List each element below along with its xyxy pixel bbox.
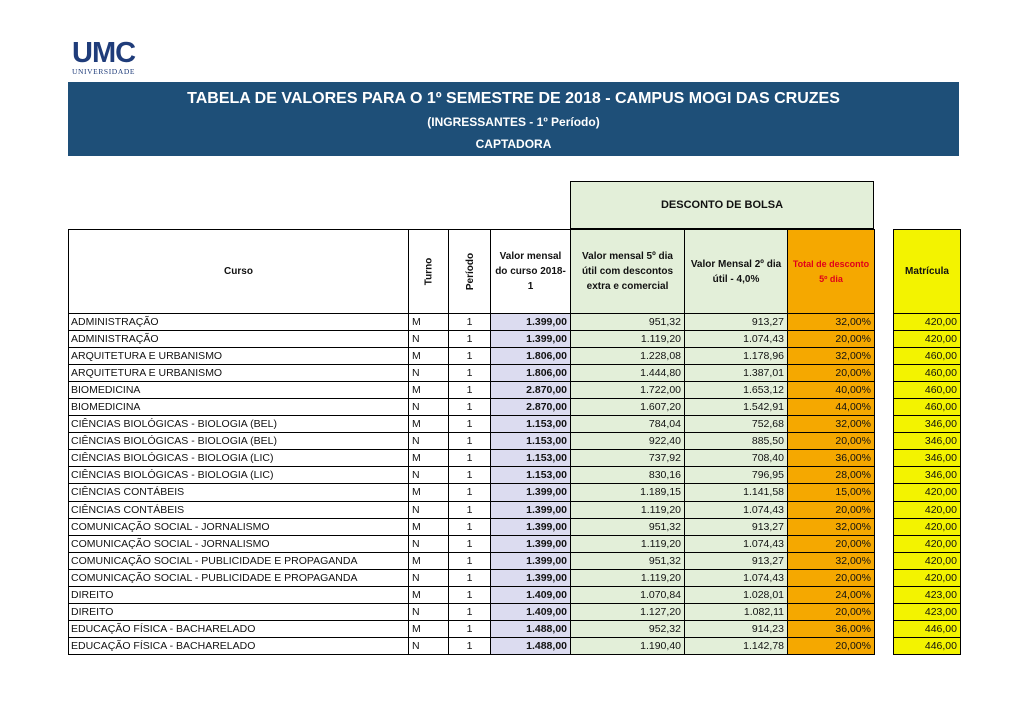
page-title: TABELA DE VALORES PARA O 1º SEMESTRE DE 2018 - CAMPUS MOGI DAS CRUZES: [187, 90, 840, 107]
table-header-row: [69, 230, 875, 314]
cell-total-desconto: 20,00%: [788, 433, 875, 450]
cell-valor-mensal: 1.488,00: [491, 637, 571, 654]
cell-curso: DIREITO: [69, 586, 409, 603]
cell-valor-5-dia: 1.722,00: [571, 382, 685, 399]
cell-matricula: 460,00: [894, 348, 961, 365]
cell-matricula: 346,00: [894, 450, 961, 467]
matricula-row: [894, 450, 961, 467]
cell-valor-5-dia: 1.228,08: [571, 348, 685, 365]
cell-total-desconto: 40,00%: [788, 382, 875, 399]
matricula-row: [894, 603, 961, 620]
matricula-row: [894, 433, 961, 450]
cell-valor-mensal: 1.409,00: [491, 603, 571, 620]
cell-valor-mensal: 1.399,00: [491, 552, 571, 569]
cell-periodo: 1: [449, 620, 491, 637]
cell-valor-2-dia: 1.142,78: [685, 637, 788, 654]
cell-valor-5-dia: 1.607,20: [571, 399, 685, 416]
cell-valor-2-dia: 1.542,91: [685, 399, 788, 416]
cell-curso: BIOMEDICINA: [69, 382, 409, 399]
header-valor-2-dia: Valor Mensal 2º dia útil - 4,0%: [685, 230, 788, 314]
cell-turno: M: [409, 382, 449, 399]
cell-valor-2-dia: 1.141,58: [685, 484, 788, 501]
cell-valor-5-dia: 952,32: [571, 620, 685, 637]
cell-turno: M: [409, 484, 449, 501]
cell-total-desconto: 32,00%: [788, 348, 875, 365]
cell-periodo: 1: [449, 467, 491, 484]
price-table: [68, 229, 875, 655]
cell-periodo: 1: [449, 586, 491, 603]
cell-valor-mensal: 1.153,00: [491, 416, 571, 433]
cell-valor-2-dia: 1.074,43: [685, 501, 788, 518]
cell-valor-2-dia: 708,40: [685, 450, 788, 467]
matricula-row: [894, 552, 961, 569]
cell-valor-2-dia: 796,95: [685, 467, 788, 484]
cell-turno: M: [409, 552, 449, 569]
matricula-row: [894, 569, 961, 586]
cell-valor-2-dia: 1.178,96: [685, 348, 788, 365]
cell-turno: N: [409, 433, 449, 450]
cell-valor-5-dia: 1.190,40: [571, 637, 685, 654]
cell-curso: CIÊNCIAS BIOLÓGICAS - BIOLOGIA (LIC): [69, 450, 409, 467]
table-row: [69, 535, 875, 552]
cell-valor-mensal: 1.153,00: [491, 450, 571, 467]
cell-matricula: 423,00: [894, 603, 961, 620]
header-matricula: Matrícula: [894, 230, 961, 314]
cell-periodo: 1: [449, 433, 491, 450]
cell-periodo: 1: [449, 569, 491, 586]
matricula-row: [894, 416, 961, 433]
matricula-row: [894, 501, 961, 518]
matricula-table: [893, 229, 961, 655]
matricula-row: [894, 484, 961, 501]
table-row: [69, 552, 875, 569]
cell-valor-5-dia: 1.119,20: [571, 535, 685, 552]
table-row: [69, 586, 875, 603]
table-row: [69, 518, 875, 535]
cell-periodo: 1: [449, 484, 491, 501]
matricula-row: [894, 382, 961, 399]
header-valor-5-dia: Valor mensal 5º dia útil com descontos extra e comercial: [571, 230, 685, 314]
cell-curso: CIÊNCIAS BIOLÓGICAS - BIOLOGIA (LIC): [69, 467, 409, 484]
cell-valor-mensal: 1.153,00: [491, 467, 571, 484]
cell-matricula: 460,00: [894, 399, 961, 416]
cell-curso: BIOMEDICINA: [69, 399, 409, 416]
cell-turno: M: [409, 518, 449, 535]
cell-curso: ARQUITETURA E URBANISMO: [69, 348, 409, 365]
cell-valor-mensal: 1.806,00: [491, 365, 571, 382]
table-row: [69, 314, 875, 331]
cell-turno: N: [409, 365, 449, 382]
cell-curso: ARQUITETURA E URBANISMO: [69, 365, 409, 382]
cell-valor-mensal: 1.399,00: [491, 535, 571, 552]
cell-periodo: 1: [449, 331, 491, 348]
header-total-desconto: Total de desconto 5º dia: [788, 230, 875, 314]
cell-valor-mensal: 1.399,00: [491, 484, 571, 501]
cell-total-desconto: 20,00%: [788, 637, 875, 654]
cell-matricula: 346,00: [894, 416, 961, 433]
header-periodo: Período: [449, 230, 491, 314]
table-row: [69, 637, 875, 654]
cell-valor-5-dia: 1.119,20: [571, 501, 685, 518]
cell-curso: COMUNICAÇÃO SOCIAL - JORNALISMO: [69, 518, 409, 535]
cell-valor-2-dia: 885,50: [685, 433, 788, 450]
cell-total-desconto: 44,00%: [788, 399, 875, 416]
cell-valor-5-dia: 951,32: [571, 314, 685, 331]
header-curso: Curso: [69, 230, 409, 314]
cell-turno: N: [409, 569, 449, 586]
cell-valor-mensal: 1.399,00: [491, 501, 571, 518]
cell-total-desconto: 32,00%: [788, 552, 875, 569]
cell-valor-5-dia: 1.189,15: [571, 484, 685, 501]
cell-curso: COMUNICAÇÃO SOCIAL - PUBLICIDADE E PROPAGANDA: [69, 569, 409, 586]
cell-turno: M: [409, 348, 449, 365]
cell-turno: N: [409, 637, 449, 654]
cell-turno: N: [409, 603, 449, 620]
cell-valor-2-dia: 913,27: [685, 518, 788, 535]
header-valor-mensal: Valor mensal do curso 2018-1: [491, 230, 571, 314]
cell-periodo: 1: [449, 535, 491, 552]
cell-matricula: 420,00: [894, 331, 961, 348]
cell-curso: CIÊNCIAS CONTÁBEIS: [69, 484, 409, 501]
cell-turno: M: [409, 314, 449, 331]
cell-valor-5-dia: 737,92: [571, 450, 685, 467]
table-row: [69, 620, 875, 637]
cell-total-desconto: 20,00%: [788, 569, 875, 586]
cell-periodo: 1: [449, 348, 491, 365]
matricula-row: [894, 535, 961, 552]
cell-turno: N: [409, 331, 449, 348]
cell-valor-mensal: 1.399,00: [491, 518, 571, 535]
cell-total-desconto: 15,00%: [788, 484, 875, 501]
desconto-de-bolsa-header: DESCONTO DE BOLSA: [570, 181, 874, 229]
cell-matricula: 420,00: [894, 518, 961, 535]
cell-valor-2-dia: 1.387,01: [685, 365, 788, 382]
cell-turno: N: [409, 467, 449, 484]
cell-matricula: 446,00: [894, 637, 961, 654]
cell-turno: N: [409, 501, 449, 518]
cell-valor-mensal: 1.488,00: [491, 620, 571, 637]
cell-matricula: 423,00: [894, 586, 961, 603]
cell-valor-5-dia: 1.119,20: [571, 569, 685, 586]
cell-valor-mensal: 1.806,00: [491, 348, 571, 365]
matricula-row: [894, 331, 961, 348]
matricula-row: [894, 620, 961, 637]
cell-periodo: 1: [449, 450, 491, 467]
cell-valor-5-dia: 1.444,80: [571, 365, 685, 382]
cell-valor-2-dia: 1.653,12: [685, 382, 788, 399]
cell-valor-2-dia: 1.074,43: [685, 535, 788, 552]
cell-periodo: 1: [449, 314, 491, 331]
cell-valor-2-dia: 752,68: [685, 416, 788, 433]
cell-turno: M: [409, 586, 449, 603]
table-row: [69, 603, 875, 620]
cell-matricula: 460,00: [894, 365, 961, 382]
cell-matricula: 346,00: [894, 433, 961, 450]
cell-valor-5-dia: 1.127,20: [571, 603, 685, 620]
cell-matricula: 420,00: [894, 501, 961, 518]
table-row: [69, 348, 875, 365]
cell-periodo: 1: [449, 637, 491, 654]
cell-total-desconto: 32,00%: [788, 416, 875, 433]
umc-logo: [72, 37, 142, 76]
table-row: [69, 331, 875, 348]
cell-valor-5-dia: 830,16: [571, 467, 685, 484]
table-row: [69, 467, 875, 484]
cell-valor-5-dia: 1.070,84: [571, 586, 685, 603]
cell-matricula: 420,00: [894, 314, 961, 331]
cell-curso: DIREITO: [69, 603, 409, 620]
logo-mark: UMC: [72, 37, 136, 69]
cell-matricula: 446,00: [894, 620, 961, 637]
table-row: [69, 450, 875, 467]
cell-curso: EDUCAÇÃO FÍSICA - BACHARELADO: [69, 620, 409, 637]
table-row: [69, 501, 875, 518]
table-row: [69, 399, 875, 416]
cell-valor-5-dia: 951,32: [571, 518, 685, 535]
table-row: [69, 382, 875, 399]
table-row: [69, 365, 875, 382]
cell-valor-mensal: 1.399,00: [491, 331, 571, 348]
cell-turno: N: [409, 399, 449, 416]
cell-curso: CIÊNCIAS BIOLÓGICAS - BIOLOGIA (BEL): [69, 433, 409, 450]
cell-curso: COMUNICAÇÃO SOCIAL - PUBLICIDADE E PROPAGANDA: [69, 552, 409, 569]
cell-valor-5-dia: 951,32: [571, 552, 685, 569]
cell-total-desconto: 20,00%: [788, 535, 875, 552]
table-row: [69, 484, 875, 501]
cell-total-desconto: 32,00%: [788, 314, 875, 331]
table-row: [69, 433, 875, 450]
cell-valor-2-dia: 1.074,43: [685, 569, 788, 586]
cell-valor-5-dia: 922,40: [571, 433, 685, 450]
cell-curso: ADMINISTRAÇÃO: [69, 314, 409, 331]
cell-valor-5-dia: 784,04: [571, 416, 685, 433]
cell-periodo: 1: [449, 552, 491, 569]
cell-valor-2-dia: 1.028,01: [685, 586, 788, 603]
cell-curso: CIÊNCIAS BIOLÓGICAS - BIOLOGIA (BEL): [69, 416, 409, 433]
cell-periodo: 1: [449, 365, 491, 382]
cell-turno: M: [409, 416, 449, 433]
cell-total-desconto: 24,00%: [788, 586, 875, 603]
cell-total-desconto: 20,00%: [788, 501, 875, 518]
matricula-row: [894, 518, 961, 535]
matricula-row: [894, 467, 961, 484]
matricula-row: [894, 365, 961, 382]
cell-valor-mensal: 1.153,00: [491, 433, 571, 450]
cell-matricula: 420,00: [894, 552, 961, 569]
matricula-row: [894, 314, 961, 331]
cell-periodo: 1: [449, 501, 491, 518]
cell-valor-mensal: 1.409,00: [491, 586, 571, 603]
matricula-row: [894, 637, 961, 654]
cell-periodo: 1: [449, 518, 491, 535]
cell-valor-5-dia: 1.119,20: [571, 331, 685, 348]
cell-valor-2-dia: 914,23: [685, 620, 788, 637]
cell-valor-mensal: 1.399,00: [491, 314, 571, 331]
cell-curso: ADMINISTRAÇÃO: [69, 331, 409, 348]
cell-total-desconto: 20,00%: [788, 331, 875, 348]
cell-total-desconto: 20,00%: [788, 603, 875, 620]
cell-periodo: 1: [449, 416, 491, 433]
table-row: [69, 416, 875, 433]
matricula-row: [894, 586, 961, 603]
cell-curso: COMUNICAÇÃO SOCIAL - JORNALISMO: [69, 535, 409, 552]
cell-valor-2-dia: 1.082,11: [685, 603, 788, 620]
cell-total-desconto: 20,00%: [788, 365, 875, 382]
cell-matricula: 420,00: [894, 569, 961, 586]
cell-total-desconto: 36,00%: [788, 450, 875, 467]
cell-periodo: 1: [449, 399, 491, 416]
cell-valor-2-dia: 913,27: [685, 552, 788, 569]
category-label: CAPTADORA: [475, 137, 552, 151]
matricula-row: [894, 399, 961, 416]
cell-valor-2-dia: 1.074,43: [685, 331, 788, 348]
cell-total-desconto: 36,00%: [788, 620, 875, 637]
title-banner: [68, 82, 959, 156]
cell-valor-mensal: 1.399,00: [491, 569, 571, 586]
table-row: [69, 569, 875, 586]
cell-matricula: 460,00: [894, 382, 961, 399]
cell-valor-mensal: 2.870,00: [491, 382, 571, 399]
cell-total-desconto: 28,00%: [788, 467, 875, 484]
matricula-row: [894, 348, 961, 365]
cell-valor-2-dia: 913,27: [685, 314, 788, 331]
cell-matricula: 420,00: [894, 484, 961, 501]
cell-periodo: 1: [449, 382, 491, 399]
cell-matricula: 346,00: [894, 467, 961, 484]
cell-total-desconto: 32,00%: [788, 518, 875, 535]
header-turno: Turno: [409, 230, 449, 314]
cell-turno: M: [409, 450, 449, 467]
cell-valor-mensal: 2.870,00: [491, 399, 571, 416]
cell-turno: N: [409, 535, 449, 552]
cell-periodo: 1: [449, 603, 491, 620]
cell-curso: EDUCAÇÃO FÍSICA - BACHARELADO: [69, 637, 409, 654]
cell-matricula: 420,00: [894, 535, 961, 552]
logo-subtitle: UNIVERSIDADE: [72, 67, 136, 76]
cell-turno: M: [409, 620, 449, 637]
matricula-header-row: [894, 230, 961, 314]
cell-curso: CIÊNCIAS CONTÁBEIS: [69, 501, 409, 518]
page-subtitle: (INGRESSANTES - 1º Período): [427, 115, 600, 129]
